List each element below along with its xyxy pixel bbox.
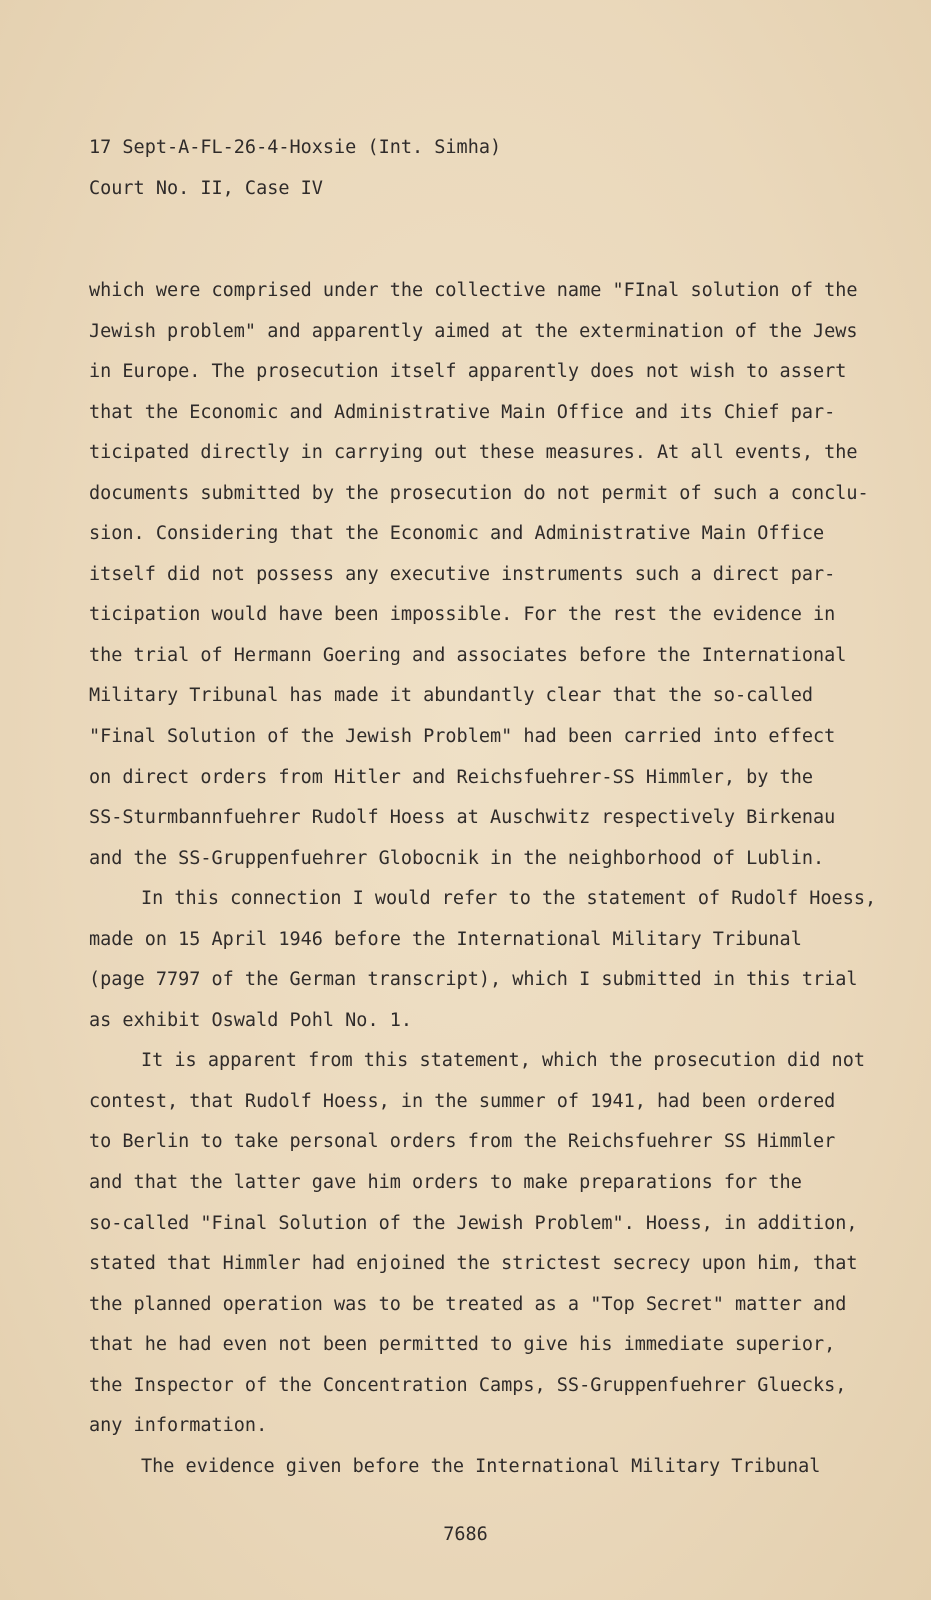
text-line: Military Tribunal has made it abundantly clear that the so-called [89, 685, 813, 707]
text-line: It is apparent from this statement, which the prosecution did not [141, 1050, 865, 1072]
text-line: and that the latter gave him orders to make preparations for the [89, 1172, 802, 1194]
text-line: "Final Solution of the Jewish Problem" had been carried into effect [89, 726, 836, 748]
document-body [89, 271, 877, 1487]
text-line: and the SS-Gruppenfuehrer Globocnik in the neighborhood of Lublin. [89, 847, 825, 869]
text-line: the Inspector of the Concentration Camps, SS-Gruppenfuehrer Gluecks, [89, 1374, 847, 1396]
text-line: that he had even not been permitted to give his immediate superior, [89, 1334, 836, 1356]
text-line: which were comprised under the collective name "FInal solution of the [89, 280, 858, 301]
page-number: 7686 [443, 1524, 488, 1545]
text-line: SS-Sturmbannfuehrer Rudolf Hoess at Auschwitz respectively Birkenau [89, 807, 836, 829]
text-line: ticipated directly in carrying out these measures. At all events, the [89, 442, 858, 464]
text-line: stated that Himmler had enjoined the strictest secrecy upon him, that [89, 1253, 858, 1275]
text-line: on direct orders from Hitler and Reichsfuehrer-SS Himmler, by the [89, 766, 813, 788]
text-line: as exhibit Oswald Pohl No. 1. [89, 1009, 413, 1031]
text-line: any information. [89, 1415, 268, 1437]
text-line: the planned operation was to be treated as a "Top Secret" matter and [89, 1293, 847, 1315]
text-line: documents submitted by the prosecution do not permit of such a conclu- [89, 482, 869, 504]
text-line: The evidence given before the International Military Tribunal [141, 1455, 821, 1477]
text-line: contest, that Rudolf Hoess, in the summer of 1941, had been ordered [89, 1090, 836, 1112]
text-line: sion. Considering that the Economic and Administrative Main Office [89, 523, 825, 545]
header-line: Court No. II, Case IV [89, 178, 323, 199]
text-line: In this connection I would refer to the statement of Rudolf Hoess, [141, 888, 877, 910]
header-line: 17 Sept-A-FL-26-4-Hoxsie (Int. Simha) [89, 137, 502, 158]
document-header [89, 127, 501, 209]
text-line: ticipation would have been impossible. For the rest the evidence in [89, 604, 836, 626]
text-line: so-called "Final Solution of the Jewish Problem". Hoess, in addition, [89, 1212, 858, 1234]
text-line: in Europe. The prosecution itself apparently does not wish to assert [89, 361, 847, 383]
text-line: Jewish problem" and apparently aimed at the extermination of the Jews [89, 320, 858, 342]
text-line: that the Economic and Administrative Main Office and its Chief par- [89, 401, 836, 423]
text-line: (page 7797 of the German transcript), which I submitted in this trial [89, 969, 858, 991]
text-line: the trial of Hermann Goering and associates before the International [89, 644, 847, 666]
text-line: made on 15 April 1946 before the International Military Tribunal [89, 928, 802, 950]
text-line: to Berlin to take personal orders from the Reichsfuehrer SS Himmler [89, 1131, 836, 1153]
text-line: itself did not possess any executive instruments such a direct par- [89, 563, 836, 585]
